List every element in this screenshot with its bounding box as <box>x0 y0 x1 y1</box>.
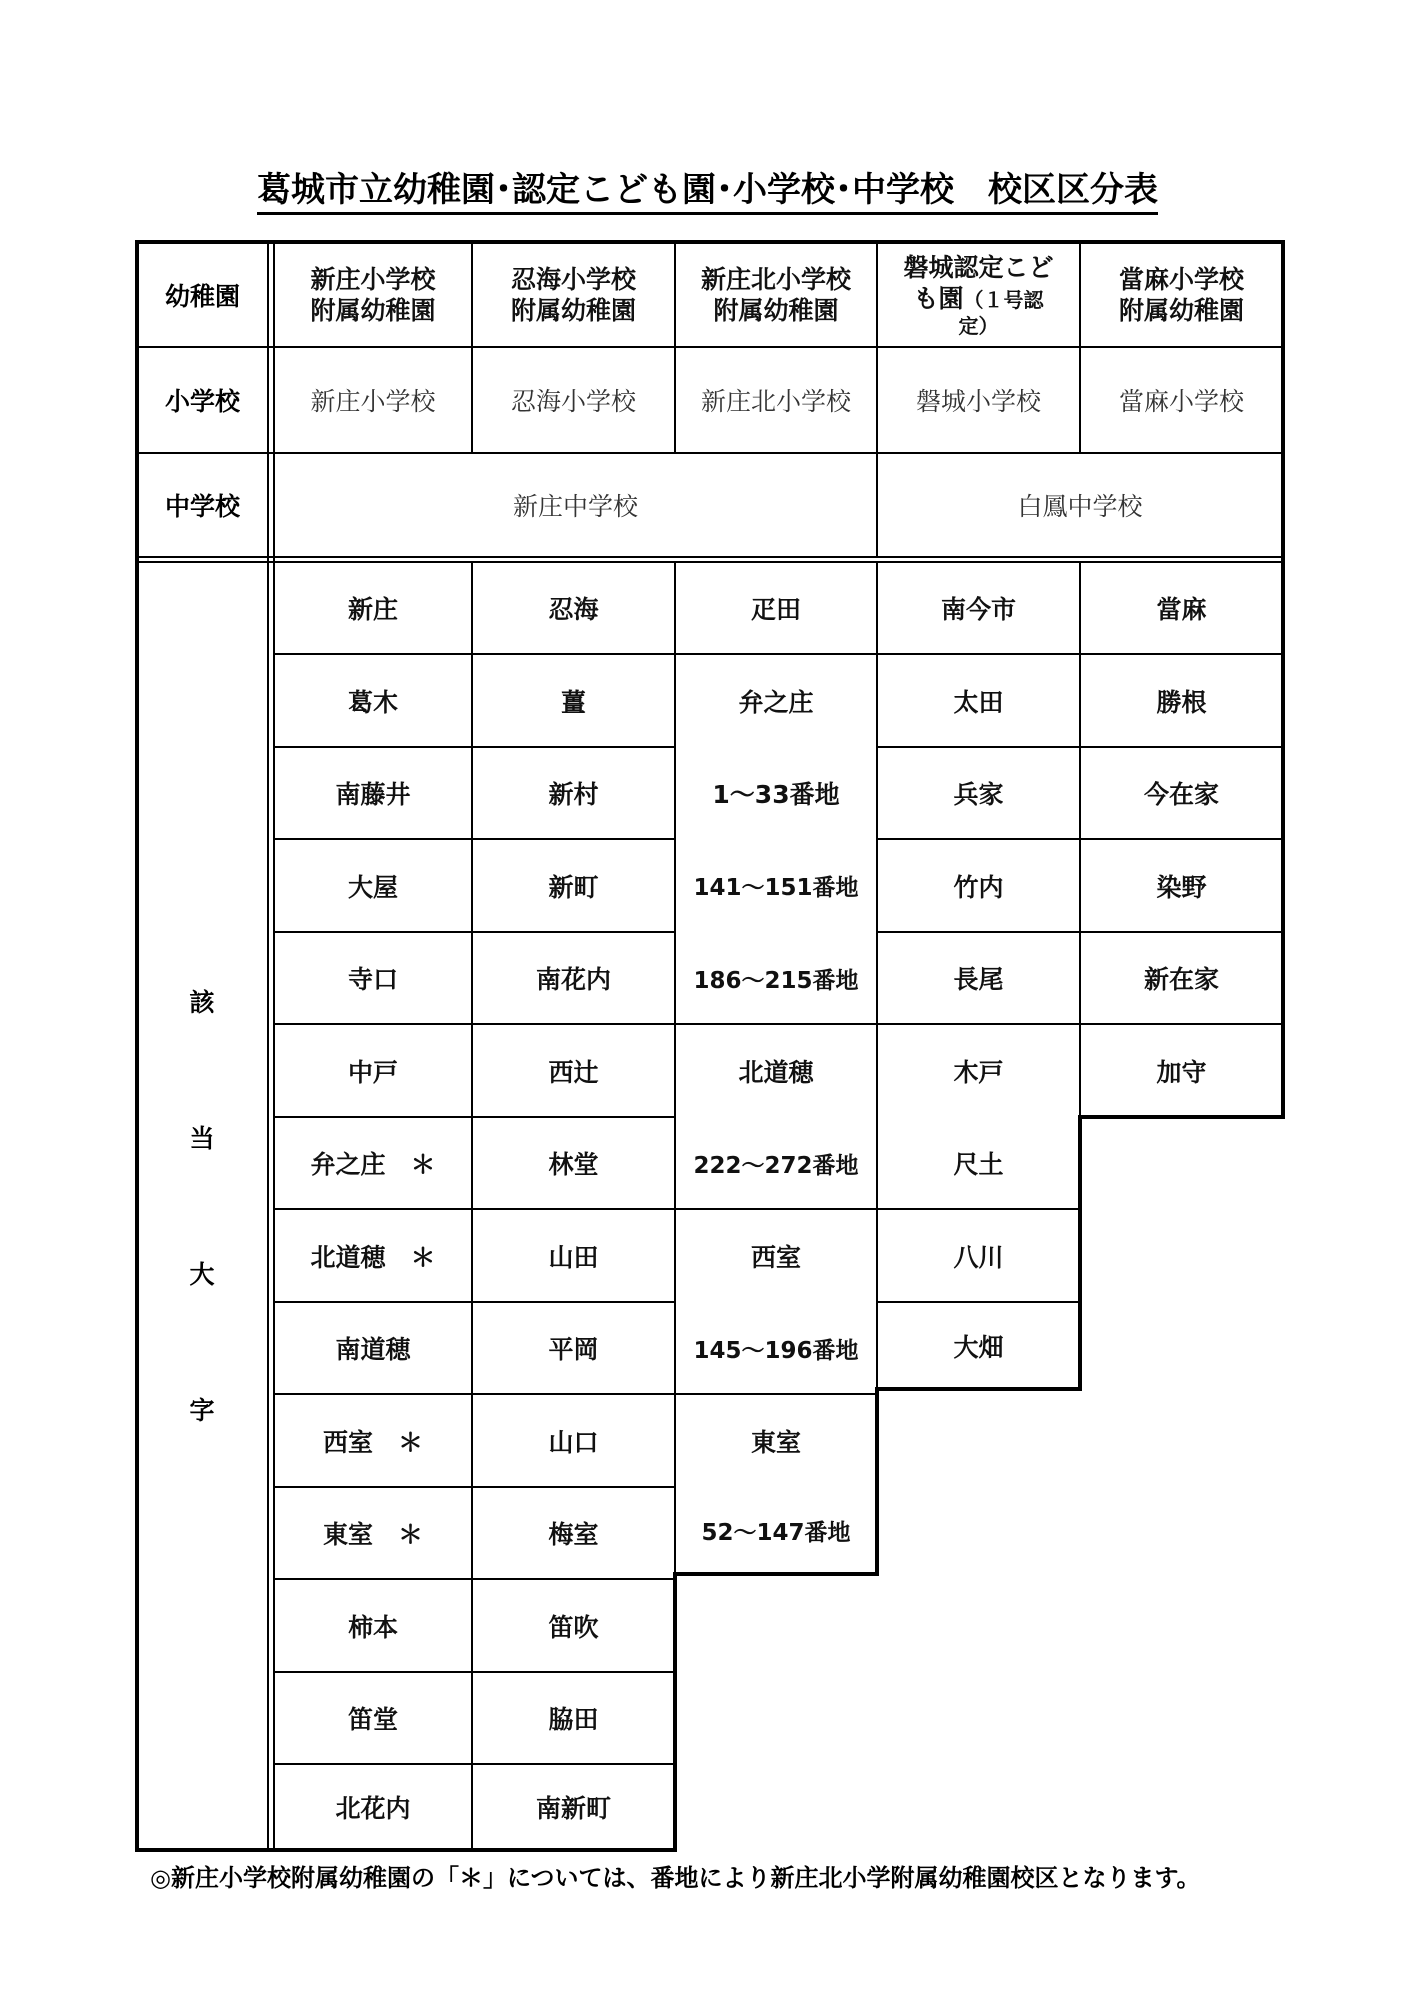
district-char: 大 <box>189 1260 215 1289</box>
district-cell: 寺口 <box>347 965 398 994</box>
district-cell: 西室 <box>750 1242 801 1272</box>
district-cell: 西辻 <box>548 1057 599 1087</box>
district-cell: 笛吹 <box>548 1612 599 1642</box>
district-cell: 林堂 <box>548 1150 599 1179</box>
district-cell: 梅室 <box>548 1520 599 1549</box>
kindergarten-line: 磐城認定こど <box>903 252 1054 282</box>
district-cell: 疋田 <box>750 595 801 624</box>
district-cell: 長尾 <box>953 965 1004 994</box>
kindergarten-taima <box>1080 242 1283 347</box>
district-cell: 薑 <box>560 687 586 717</box>
district-cell: 染野 <box>1156 872 1207 902</box>
elementary-oshimi: 忍海小学校 <box>510 387 636 416</box>
district-cell: 222～272番地 <box>693 1152 859 1179</box>
kindergarten-line-small: （１号認 <box>963 287 1044 312</box>
district-cell: 脇田 <box>548 1705 599 1734</box>
district-char: 字 <box>189 1396 215 1425</box>
district-cell: 山田 <box>548 1242 599 1272</box>
kindergarten-line: 附属幼稚園 <box>713 295 839 325</box>
district-char: 当 <box>189 1124 215 1153</box>
kindergarten-line: 附属幼稚園 <box>310 295 436 325</box>
district-cell: 東室 ＊ <box>322 1520 423 1549</box>
district-cell: 南藤井 <box>335 780 411 809</box>
district-cell: 加守 <box>1156 1057 1207 1087</box>
district-cell: 西室 ＊ <box>322 1427 423 1457</box>
row-header-junior-high: 中学校 <box>164 492 240 521</box>
kindergarten-line-small: 定） <box>958 313 999 338</box>
row-header-district <box>137 560 267 1850</box>
district-cell: 今在家 <box>1143 780 1219 809</box>
kindergarten-line: 當麻小学校 <box>1118 264 1244 294</box>
kindergarten-line: 新庄小学校 <box>310 264 436 294</box>
kindergarten-line: 忍海小学校 <box>510 264 636 294</box>
footnote: ◎新庄小学校附属幼稚園の「＊」については、番地により新庄北小学附属幼稚園校区となります。 <box>150 1864 1201 1892</box>
kindergarten-line-group <box>913 283 1043 314</box>
elementary-shinjo: 新庄小学校 <box>310 387 436 416</box>
district-cell: 東室 <box>750 1427 801 1457</box>
district-cell: 竹内 <box>953 872 1004 902</box>
district-cell: 新庄 <box>347 595 398 624</box>
district-cell: 兵家 <box>953 780 1004 809</box>
district-cell: 當麻 <box>1156 595 1207 624</box>
row-header-elementary: 小学校 <box>164 387 240 416</box>
district-cell: 南道穂 <box>335 1335 411 1364</box>
district-cell: 忍海 <box>548 595 599 624</box>
elementary-iwaki: 磐城小学校 <box>915 387 1041 416</box>
kindergarten-shinjo <box>274 242 472 347</box>
district-cell: 南今市 <box>940 595 1016 624</box>
kindergarten-line: 新庄北小学校 <box>700 264 851 294</box>
district-cell: 木戸 <box>953 1057 1004 1087</box>
district-cell: 太田 <box>953 687 1004 717</box>
elementary-taima: 當麻小学校 <box>1118 387 1244 416</box>
district-cell: 勝根 <box>1156 687 1207 717</box>
kindergarten-line: 附属幼稚園 <box>510 295 636 325</box>
district-cell: 中戸 <box>347 1057 398 1087</box>
district-cell: 大畑 <box>953 1332 1004 1362</box>
district-cell: 大屋 <box>347 872 398 902</box>
elementary-shinjo-kita: 新庄北小学校 <box>700 387 851 416</box>
district-cell: 葛木 <box>347 687 398 717</box>
district-cell: 南新町 <box>535 1794 611 1823</box>
kindergarten-line: も園 <box>913 283 964 313</box>
district-cell: 北道穂 <box>738 1057 814 1087</box>
district-cell: 新村 <box>548 780 599 809</box>
district-char: 該 <box>189 988 215 1017</box>
kindergarten-oshimi <box>472 242 675 347</box>
kindergarten-line: 附属幼稚園 <box>1118 295 1244 325</box>
district-cell: 平岡 <box>548 1335 599 1364</box>
district-cell: 弁之庄 <box>738 687 814 717</box>
junior-high-shinjo: 新庄中学校 <box>512 492 638 521</box>
district-cell: 186～215番地 <box>693 967 859 994</box>
district-cell: 弁之庄 ＊ <box>310 1150 436 1179</box>
district-cell: 北道穂 ＊ <box>310 1242 436 1272</box>
district-cell: 新町 <box>548 872 599 902</box>
row-header-kindergarten: 幼稚園 <box>164 281 240 311</box>
district-cell: 北花内 <box>335 1794 411 1823</box>
junior-high-hakuho: 白鳳中学校 <box>1017 492 1143 521</box>
district-cell: 141～151番地 <box>693 875 859 901</box>
district-cell: 南花内 <box>535 965 611 994</box>
page-title-text: 葛城市立幼稚園･認定こども園･小学校･中学校 校区区分表 <box>257 170 1158 215</box>
district-cell: 1～33番地 <box>712 780 840 809</box>
district-cell: 笛堂 <box>347 1705 398 1734</box>
district-cell: 八川 <box>953 1242 1004 1272</box>
district-cell: 山口 <box>548 1427 599 1457</box>
district-cell: 新在家 <box>1143 965 1219 994</box>
district-cell: 145～196番地 <box>693 1337 859 1364</box>
district-cell: 柿本 <box>347 1612 398 1642</box>
kindergarten-shinjo-kita <box>675 242 877 347</box>
district-cell: 尺土 <box>953 1150 1004 1179</box>
kindergarten-iwaki <box>877 242 1080 347</box>
district-cell: 52～147番地 <box>701 1520 851 1546</box>
